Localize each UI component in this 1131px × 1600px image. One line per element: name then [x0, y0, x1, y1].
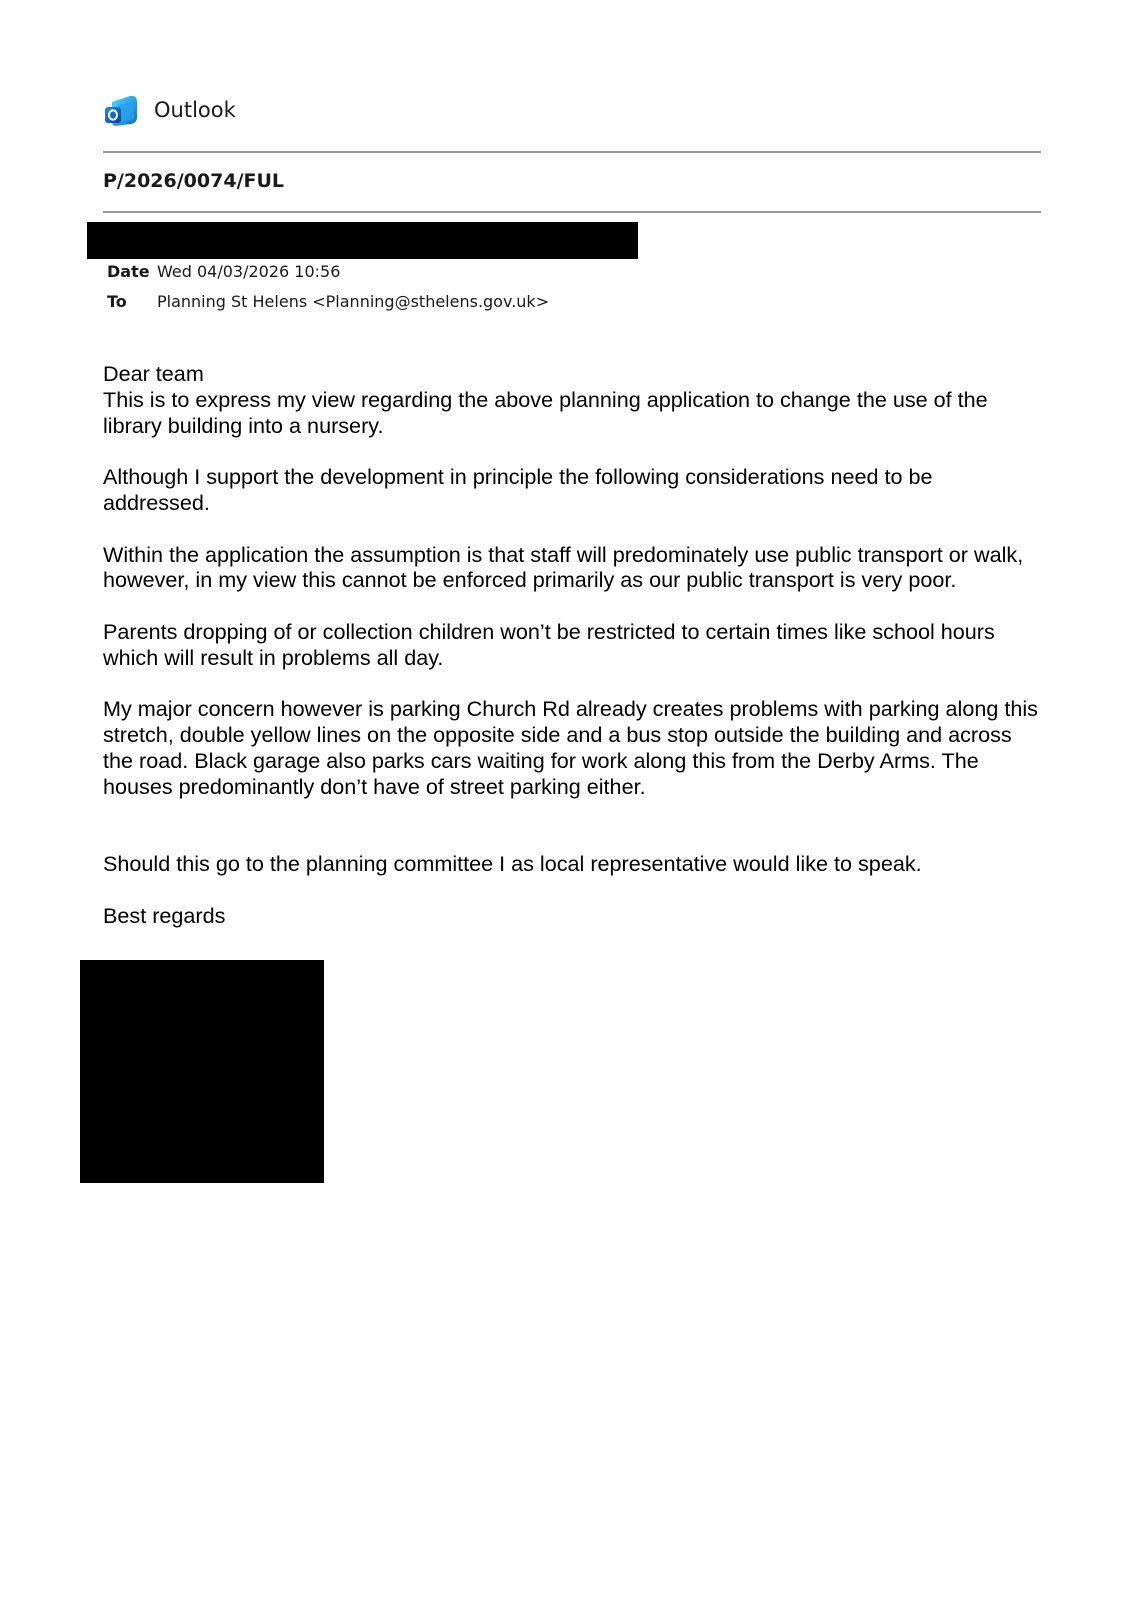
email-subject: P/2026/0074/FUL	[103, 170, 285, 192]
date-value: Wed 04/03/2026 10:56	[157, 262, 341, 281]
signature-redaction	[80, 960, 324, 1183]
body-paragraph-5: My major concern however is parking Church Rd already creates problems with parking along this stretch, double yellow lines on the opposite side and a bus stop outside the building and across the road. Black garage also parks cars waiting for work along this from the Derby Arms. The houses predominantly don’t have of street parking either.	[103, 696, 1038, 799]
subject-divider	[103, 211, 1041, 213]
outlook-logo-icon	[104, 93, 140, 127]
date-row	[107, 262, 340, 281]
app-header	[104, 92, 236, 128]
to-row	[107, 292, 549, 311]
signoff: Best regards	[103, 902, 226, 928]
date-label: Date	[107, 262, 150, 281]
email-body	[103, 361, 1043, 929]
body-paragraph-1: This is to express my view regarding the above planning application to change the use of the library building into a nursery.	[103, 386, 988, 438]
body-paragraph-4: Parents dropping of or collection children won’t be restricted to certain times like school hours which will result in problems all day.	[103, 618, 995, 670]
body-paragraph-2: Although I support the development in principle the following considerations need to be addressed.	[103, 464, 933, 515]
sender-redaction	[87, 222, 638, 259]
body-paragraph-6: Should this go to the planning committee I as local representative would like to speak.	[103, 851, 922, 877]
greeting: Dear team	[103, 361, 204, 386]
to-label: To	[107, 292, 127, 311]
to-value: Planning St Helens <Planning@sthelens.gov.uk>	[157, 292, 550, 311]
app-name: Outlook	[154, 98, 236, 122]
header-divider	[103, 151, 1041, 153]
body-paragraph-3: Within the application the assumption is that staff will predominately use public transport or walk, however, in my view this cannot be enforced primarily as our public transport is very poor.	[103, 541, 1024, 593]
